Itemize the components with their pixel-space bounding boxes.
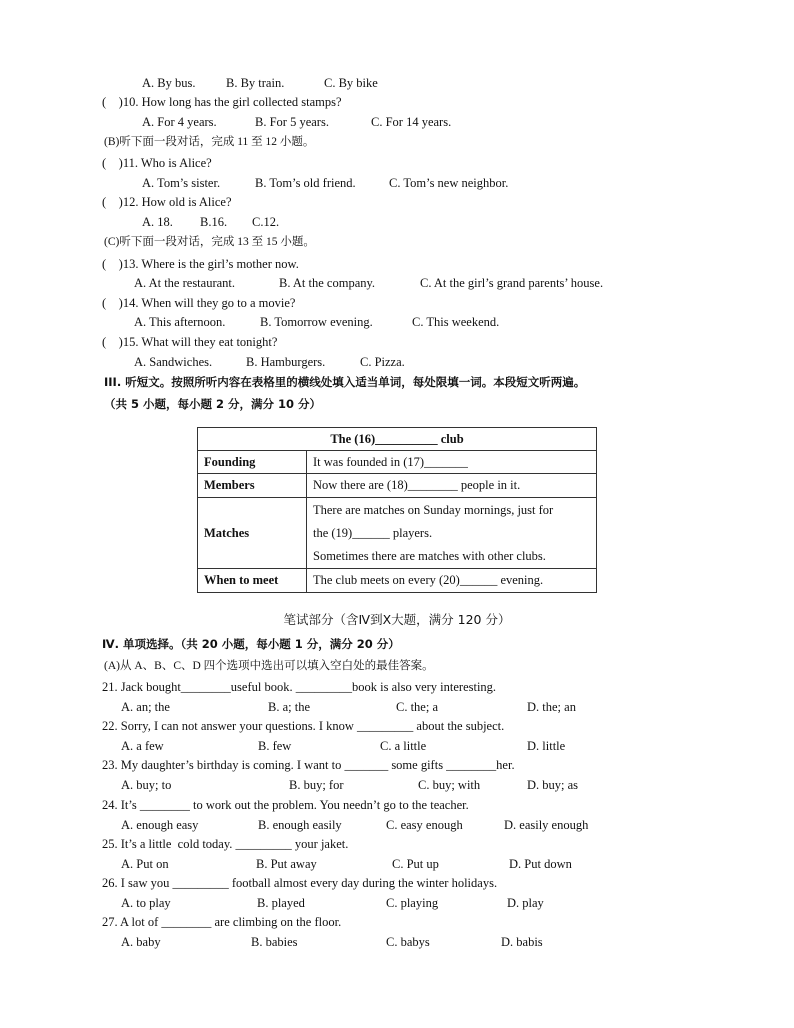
meet-value: The club meets on every (20)______ evening. (307, 569, 597, 593)
q24-option-a: A. enough easy (121, 818, 199, 832)
written-heading: 笔试部分（含Ⅳ到Ⅹ大题，满分 120 分） (283, 612, 511, 627)
founding-label: Founding (198, 451, 307, 474)
q23-stem: 23. My daughter’s birthday is coming. I want to _______ some gifts ________her. (102, 758, 515, 772)
members-value: Now there are (18)________ people in it. (307, 474, 597, 498)
matches-line-2: the (19)______ players. (313, 525, 433, 540)
q23-option-c: C. buy; with (418, 778, 481, 792)
q24-option-b: B. enough easily (258, 818, 342, 832)
q9-option-c: C. By bike (324, 76, 378, 90)
q22-option-c: C. a little (380, 739, 427, 753)
q26-option-c: C. playing (386, 896, 439, 910)
q27-option-d: D. babis (501, 935, 543, 949)
matches-line-1: There are matches on Sunday mornings, just for (313, 502, 554, 517)
q23-option-a: A. buy; to (121, 778, 172, 792)
q25-option-b: B. Put away (256, 857, 317, 871)
q10-option-c: C. For 14 years. (371, 115, 452, 129)
q10-stem: ( )10. How long has the girl collected stamps? (102, 95, 342, 109)
q15-option-a: A. Sandwiches. (134, 355, 213, 369)
q13-option-b: B. At the company. (279, 276, 376, 290)
q26-stem: 26. I saw you _________ football almost every day during the winter holidays. (102, 876, 498, 890)
q10-option-b: B. For 5 years. (255, 115, 329, 129)
q9-option-b: B. By train. (226, 76, 285, 90)
q25-option-d: D. Put down (509, 857, 572, 871)
q22-option-b: B. few (258, 739, 292, 753)
part3-title: III. 听短文。按照所听内容在表格里的横线处填入适当单词，每处限填一词。本段短文听两遍。 (104, 375, 586, 389)
q13-option-c: C. At the girl’s grand parents’ house. (420, 276, 604, 290)
q22-option-a: A. a few (121, 739, 164, 753)
q14-option-b: B. Tomorrow evening. (260, 315, 373, 329)
q22-stem: 22. Sorry, I can not answer your questions. I know _________ about the subject. (102, 719, 505, 733)
matches-value (307, 498, 597, 569)
q10-option-a: A. For 4 years. (142, 115, 217, 129)
part4-instruction: (A)从 A、B、C、D 四个选项中选出可以填入空白处的最佳答案。 (104, 660, 434, 672)
q15-option-b: B. Hamburgers. (246, 355, 326, 369)
q11-option-a: A. Tom’s sister. (142, 176, 221, 190)
q26-option-b: B. played (257, 896, 305, 910)
q9-option-a: A. By bus. (142, 76, 196, 90)
club-table (197, 427, 597, 593)
q12-option-a: A. 18. (142, 215, 173, 229)
q14-option-a: A. This afternoon. (134, 315, 226, 329)
q24-stem: 24. It’s ________ to work out the problem. You needn’t go to the teacher. (102, 798, 469, 812)
matches-line-3: Sometimes there are matches with other clubs. (313, 548, 546, 563)
q21-stem: 21. Jack bought________useful book. _________book is also very interesting. (102, 680, 497, 694)
q15-option-c: C. Pizza. (360, 355, 405, 369)
club-table-header: The (16)__________ club (198, 428, 597, 451)
q22-option-d: D. little (527, 739, 566, 753)
q21-option-a: A. an; the (121, 700, 170, 714)
q23-option-d: D. buy; as (527, 778, 579, 792)
members-label: Members (198, 474, 307, 498)
section-c-instruction: (C)听下面一段对话，完成 13 至 15 小题。 (104, 236, 315, 248)
q12-option-c: C.12. (252, 215, 280, 229)
q14-stem: ( )14. When will they go to a movie? (102, 296, 296, 310)
q26-option-a: A. to play (121, 896, 171, 910)
q25-option-c: C. Put up (392, 857, 439, 871)
q11-option-c: C. Tom’s new neighbor. (389, 176, 509, 190)
q13-option-a: A. At the restaurant. (134, 276, 236, 290)
founding-value: It was founded in (17)_______ (307, 451, 597, 474)
q11-stem: ( )11. Who is Alice? (102, 156, 212, 170)
part4-title: Ⅳ. 单项选择。（共 20 小题，每小题 1 分，满分 20 分） (102, 637, 400, 651)
q21-option-c: C. the; a (396, 700, 439, 714)
q13-stem: ( )13. Where is the girl’s mother now. (102, 257, 299, 271)
q12-stem: ( )12. How old is Alice? (102, 195, 232, 209)
q27-option-c: C. babys (386, 935, 430, 949)
part3-subtitle: （共 5 小题，每小题 2 分，满分 10 分） (104, 397, 322, 411)
q21-option-b: B. a; the (268, 700, 311, 714)
q27-stem: 27. A lot of ________ are climbing on the floor. (102, 915, 342, 929)
q12-option-b: B.16. (200, 215, 228, 229)
q23-option-b: B. buy; for (289, 778, 344, 792)
q24-option-d: D. easily enough (504, 818, 589, 832)
q27-option-b: B. babies (251, 935, 298, 949)
q27-option-a: A. baby (121, 935, 161, 949)
q25-stem: 25. It’s a little cold today. _________ your jaket. (102, 837, 349, 851)
q14-option-c: C. This weekend. (412, 315, 500, 329)
meet-label: When to meet (198, 569, 307, 593)
q11-option-b: B. Tom’s old friend. (255, 176, 356, 190)
q26-option-d: D. play (507, 896, 544, 910)
section-b-instruction: (B)听下面一段对话，完成 11 至 12 小题。 (104, 136, 315, 148)
q24-option-c: C. easy enough (386, 818, 463, 832)
matches-label: Matches (198, 498, 307, 569)
q15-stem: ( )15. What will they eat tonight? (102, 335, 278, 349)
q21-option-d: D. the; an (527, 700, 576, 714)
q25-option-a: A. Put on (121, 857, 169, 871)
